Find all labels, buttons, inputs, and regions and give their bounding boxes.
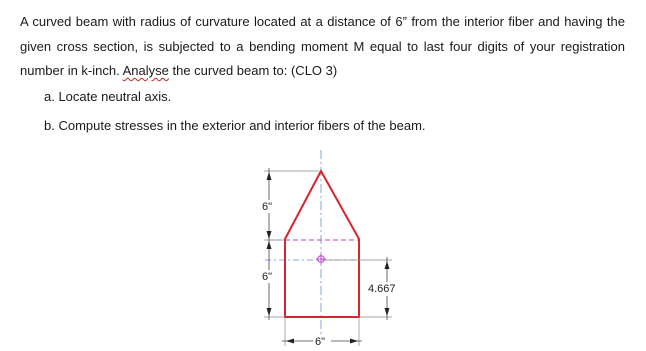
task-item-b: b. Compute stresses in the exterior and interior fibers of the beam. xyxy=(44,118,426,133)
dim-bottom-left-label: 6" xyxy=(262,271,273,283)
dim-base-label: 6" xyxy=(315,336,326,348)
dim-right-label: 4.667 xyxy=(368,283,396,295)
dim-base-arrow-left xyxy=(286,339,294,344)
problem-text-start: A curved beam with radius of curvature located at a distance of 6” from the interior fiber and having the given cross section, is subjected to a bending moment M equal to last four digits of your registration number in k-inch. xyxy=(20,14,625,78)
dim-base-arrow-right xyxy=(350,339,358,344)
dim-right-arrow-top xyxy=(385,261,390,269)
dim-arrow-bottom xyxy=(267,308,272,316)
dim-top-label: 6" xyxy=(262,201,273,213)
dim-right-arrow-bottom xyxy=(385,308,390,316)
dim-arrow-top xyxy=(267,172,272,180)
spellcheck-word: Analyse xyxy=(122,63,169,78)
section-outline xyxy=(285,171,359,317)
dim-arrow-mid-down xyxy=(267,241,272,249)
dim-arrow-mid-up xyxy=(267,231,272,239)
task-item-a: a. Locate neutral axis. xyxy=(44,89,172,104)
problem-text-end: the curved beam to: (CLO 3) xyxy=(168,63,338,78)
